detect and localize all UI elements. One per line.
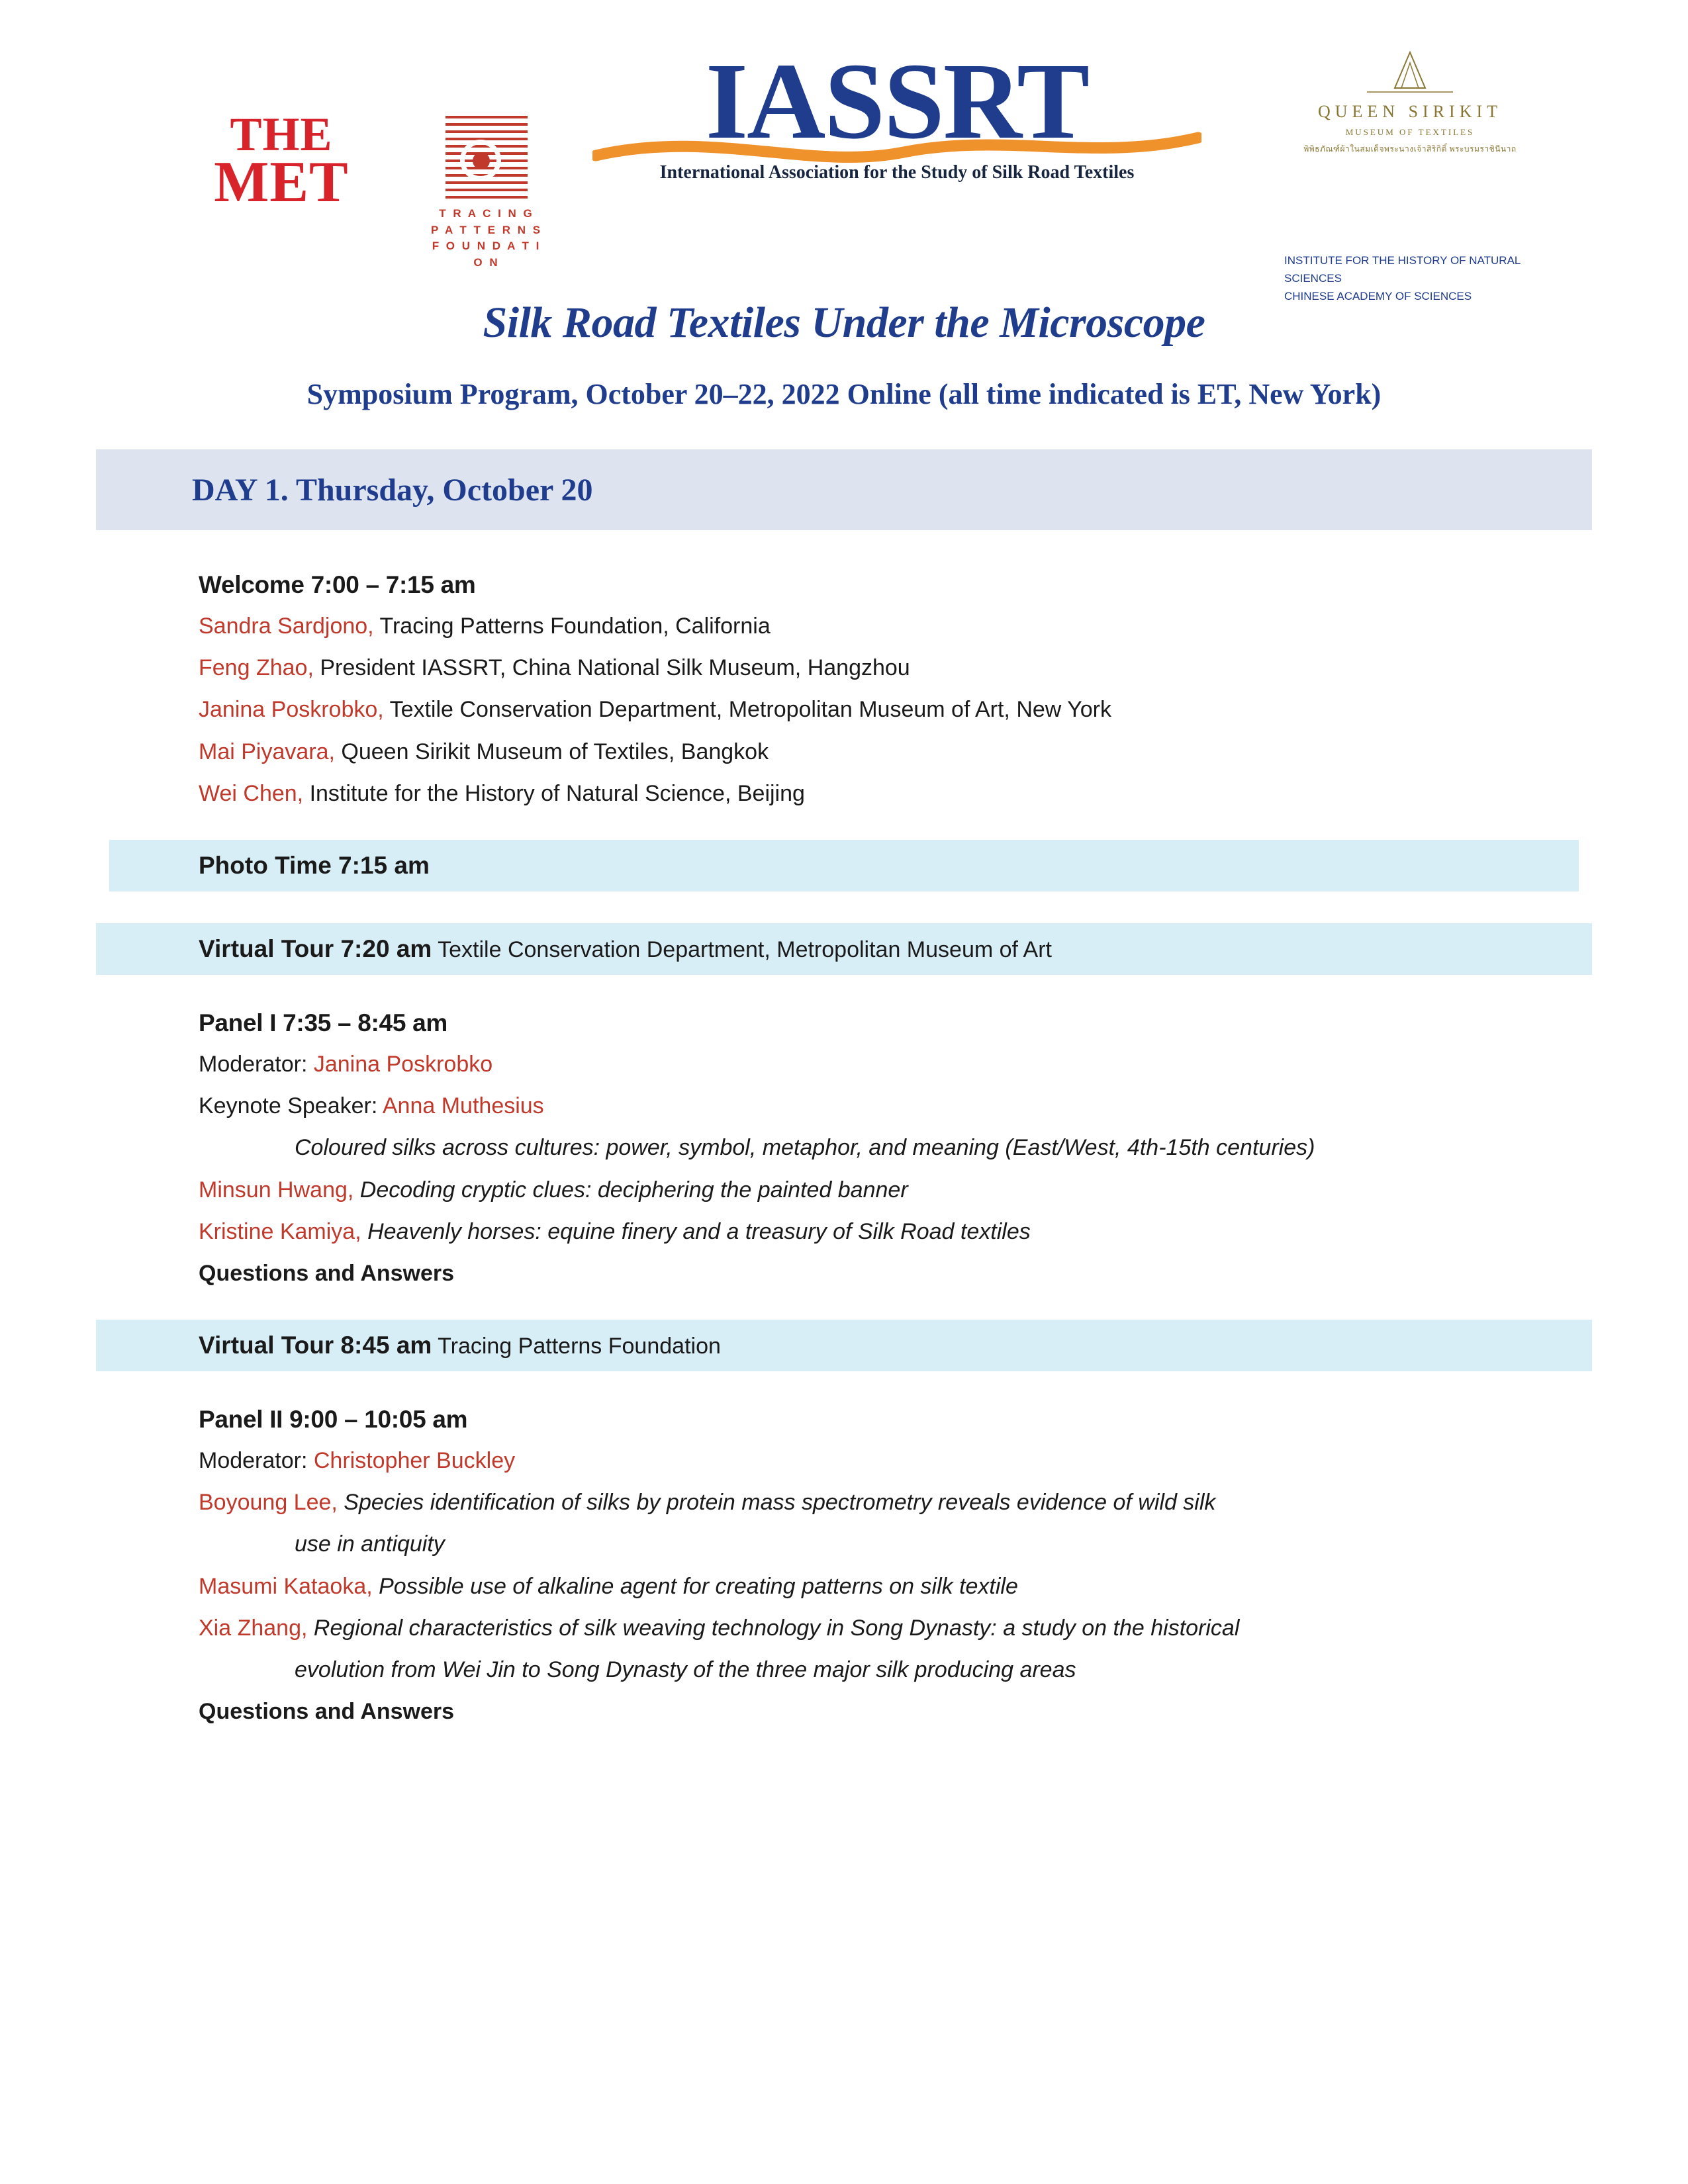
moderator-name: Christopher Buckley [313,1448,516,1474]
program-content [96,530,1592,1726]
person-name: Mai Piyavara, [199,739,335,764]
met-logo-line2: MET [214,150,349,215]
panel-2-moderator [96,1446,1592,1475]
welcome-person [96,653,1592,682]
page-subtitle: Symposium Program, October 20–22, 2022 Online (all time indicated is ET, New York) [306,378,1382,410]
welcome-person [96,695,1592,724]
qsmt-subtitle: MUSEUM OF TEXTILES [1345,127,1475,137]
qsmt-thai-text: พิพิธภัณฑ์ผ้าในสมเด็จพระนางเจ้าสิริกิติ์ พระบรมราชินีนาถ [1303,144,1517,154]
speaker-name: Boyoung Lee, [199,1490,338,1516]
crown-icon [1268,50,1552,96]
panel-2-talk-cont: evolution from Wei Jin to Song Dynasty of the three major silk producing areas [295,1657,1076,1682]
panel-2-qa: Questions and Answers [199,1699,455,1725]
moderator-label: Moderator: [199,1448,314,1474]
person-affiliation: Queen Sirikit Museum of Textiles, Bangkok [334,739,769,764]
virtual-tour-2-label: Virtual Tour 8:45 am [199,1332,432,1359]
panel-2-talk-cont: use in antiquity [295,1531,445,1557]
person-name: Feng Zhao, [199,655,314,681]
panel-2-talk [96,1614,1592,1643]
met-logo-line1: THE [230,108,333,161]
panel-1-keynote [96,1091,1592,1120]
person-affiliation: Tracing Patterns Foundation, California [373,614,771,639]
the-met-logo [209,108,354,215]
welcome-heading: Welcome 7:00 – 7:15 am [199,571,476,598]
tpf-logo-text [427,206,546,271]
ihns-cas-logo [1284,251,1562,306]
virtual-tour-2-detail: Tracing Patterns Foundation [432,1334,721,1359]
tracing-patterns-foundation-logo [427,116,546,271]
person-name: Sandra Sardjono, [199,614,374,639]
tpf-line3: F O U N D A T I O N [432,240,541,269]
talk-title: Species identification of silks by protein mass spectrometry reveals evidence of wild silk [337,1490,1216,1516]
tracing-patterns-mark-icon [445,116,528,199]
speaker-name: Masumi Kataoka, [199,1573,373,1599]
panel-1-qa: Questions and Answers [199,1260,455,1286]
page-title: Silk Road Textiles Under the Microscope [483,298,1205,347]
panel-1-keynote-title: Coloured silks across cultures: power, symbol, metaphor, and meaning (East/West, 4th-15th centuries) [295,1135,1315,1161]
virtual-tour-1-detail: Textile Conservation Department, Metropolitan Museum of Art [432,936,1052,962]
talk-title: Possible use of alkaline agent for creating patterns on silk textile [372,1573,1018,1599]
iassrt-subtitle: International Association for the Study of Silk Road Textiles [659,162,1135,183]
talk-title: Decoding cryptic clues: deciphering the painted banner [353,1177,908,1203]
iassrt-wordmark: IASSRT [705,40,1089,161]
tpf-line1: T R A C I N G [439,207,534,220]
keynote-label: Keynote Speaker: [199,1093,383,1119]
iassrt-logo [592,40,1201,183]
welcome-person [96,612,1592,641]
keynote-name: Anna Muthesius [382,1093,544,1119]
photo-time-label: Photo Time 7:15 am [199,851,430,879]
logo-bar [56,0,1632,303]
day-banner-label: DAY 1. Thursday, October 20 [192,472,593,508]
welcome-person [96,737,1592,766]
speaker-name: Kristine Kamiya, [199,1218,361,1244]
day-banner [96,449,1592,530]
welcome-person [96,779,1592,808]
tpf-line2: P A T T E R N S [430,223,543,236]
person-affiliation: Institute for the History of Natural Science, Beijing [303,780,805,806]
moderator-label: Moderator: [199,1051,314,1077]
panel-1-moderator [96,1050,1592,1079]
panel-1-talk [96,1175,1592,1205]
speaker-name: Xia Zhang, [199,1615,308,1641]
person-affiliation: President IASSRT, China National Silk Museum, Hangzhou [313,655,910,681]
moderator-name: Janina Poskrobko [313,1051,493,1077]
panel-2-talk [96,1488,1592,1517]
talk-title: Regional characteristics of silk weaving technology in Song Dynasty: a study on the historical [307,1615,1240,1641]
virtual-tour-1-bar [96,923,1592,975]
panel-2-heading: Panel II 9:00 – 10:05 am [199,1406,468,1433]
speaker-name: Minsun Hwang, [199,1177,354,1203]
person-name: Janina Poskrobko, [199,697,384,723]
panel-1-talk [96,1217,1592,1246]
queen-sirikit-museum-logo [1268,50,1552,156]
virtual-tour-1-label: Virtual Tour 7:20 am [199,934,432,962]
ihns-line1: INSTITUTE FOR THE HISTORY OF NATURAL SCIENCES [1284,254,1521,285]
person-affiliation: Textile Conservation Department, Metropolitan Museum of Art, New York [383,697,1111,723]
qsmt-title: QUEEN SIRIKIT [1317,102,1503,121]
talk-title: Heavenly horses: equine finery and a treasury of Silk Road textiles [361,1218,1031,1244]
ihns-line2: CHINESE ACADEMY OF SCIENCES [1284,290,1472,303]
person-name: Wei Chen, [199,780,304,806]
virtual-tour-2-bar [96,1320,1592,1371]
panel-1-heading: Panel I 7:35 – 8:45 am [199,1009,447,1036]
photo-time-bar [109,840,1579,891]
panel-2-talk [96,1572,1592,1601]
